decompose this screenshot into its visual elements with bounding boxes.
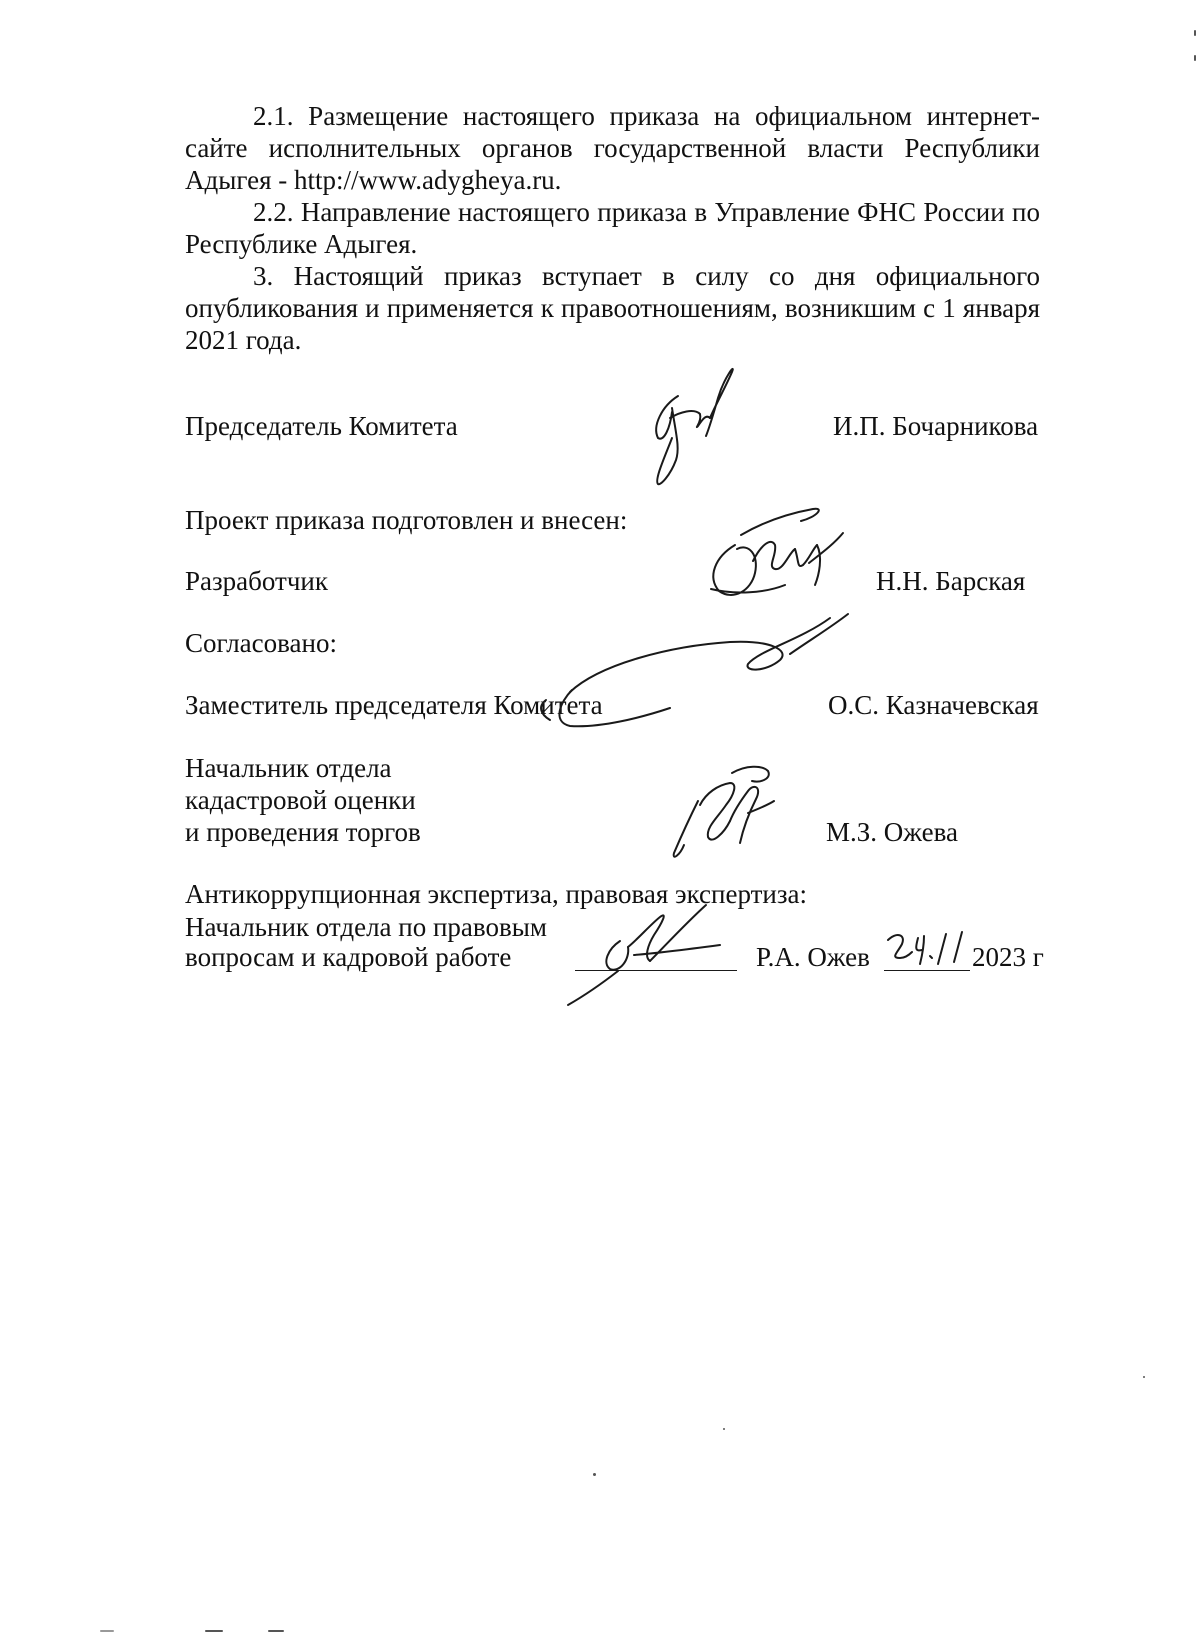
paragraph-2-1: 2.1. Размещение настоящего приказа на официальном интернет-сайте исполнительных органов государственной власти Республики Адыгея - http://www.adygheya.ru.: [185, 101, 1040, 195]
legal-head-line-1: Начальник отдела по правовым: [185, 912, 547, 942]
scan-speck: [100, 1630, 114, 1632]
scan-speck: [593, 1473, 596, 1476]
developer-signature: [705, 505, 855, 605]
deputy-signature: [530, 610, 850, 740]
dept-head-line-3: и проведения торгов: [185, 817, 421, 847]
deputy-title: Заместитель председателя Комитета: [185, 690, 603, 720]
legal-head-line-2: вопросам и кадровой работе: [185, 942, 512, 972]
scan-speck: [1194, 55, 1196, 61]
expertise-label: Антикоррупционная экспертиза, правовая экспертиза:: [185, 879, 808, 909]
project-note: Проект приказа подготовлен и внесен:: [185, 505, 628, 535]
legal-year: 2023 г: [972, 942, 1044, 972]
scan-speck: [268, 1630, 284, 1632]
legal-head-name: Р.А. Ожев: [756, 942, 870, 972]
developer-name: Н.Н. Барская: [876, 566, 1026, 596]
paragraph-2-2: 2.2. Направление настоящего приказа в Управление ФНС России по Республике Адыгея.: [185, 197, 1040, 259]
deputy-name: О.С. Казначевская: [828, 690, 1039, 720]
paragraph-3: 3. Настоящий приказ вступает в силу со дня официального опубликования и применяется к правоотношениям, возникшим с 1 января 2021 года.: [185, 261, 1040, 355]
handwritten-date: [884, 930, 974, 970]
scan-speck: [205, 1630, 223, 1632]
agreed-label: Согласовано:: [185, 628, 337, 658]
dept-head-name: М.З. Ожева: [826, 817, 958, 847]
scan-speck: [723, 1428, 725, 1430]
chairman-name: И.П. Бочарникова: [833, 411, 1039, 441]
developer-title: Разработчик: [185, 566, 328, 596]
dept-head-line-2: кадастровой оценки: [185, 785, 416, 815]
chairman-title: Председатель Комитета: [185, 411, 458, 441]
dept-head-signature: [672, 765, 782, 865]
scan-speck: [1143, 1376, 1145, 1378]
legal-head-signature: [560, 895, 750, 1005]
chairman-signature: [640, 368, 750, 493]
date-underline: [884, 970, 970, 971]
scan-speck: [1194, 30, 1196, 36]
dept-head-line-1: Начальник отдела: [185, 753, 392, 783]
